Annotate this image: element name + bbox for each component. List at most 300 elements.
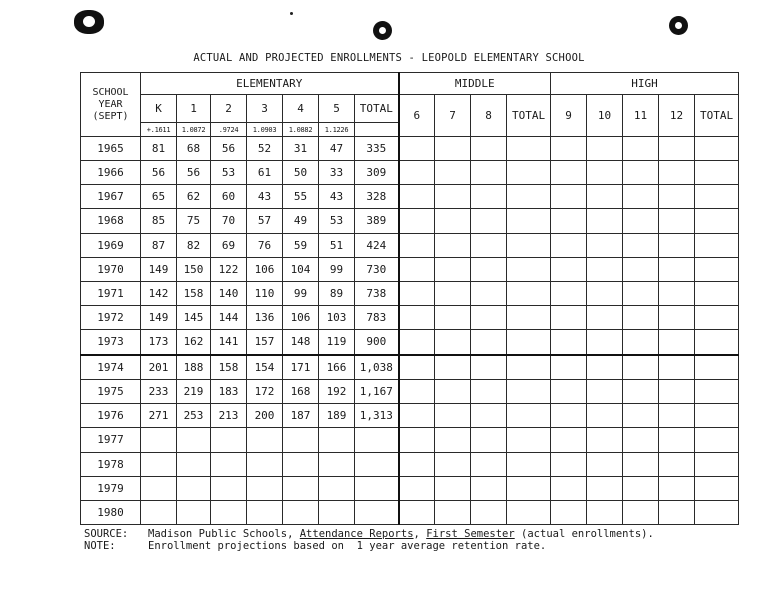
empty-cell [623,330,659,355]
empty-cell [587,500,623,524]
empty-cell [623,355,659,380]
empty-cell [551,185,587,209]
empty-cell [623,476,659,500]
empty-cell [587,330,623,355]
grade-cell: 187 [283,404,319,428]
empty-cell [623,137,659,161]
empty-cell [659,330,695,355]
grade-cell [177,476,211,500]
enrollment-table [80,72,739,525]
grade-cell: 144 [211,305,247,329]
empty-cell [623,404,659,428]
year-cell: 1977 [81,428,141,452]
empty-cell [399,500,435,524]
grade-cell: 62 [177,185,211,209]
empty-cell [471,161,507,185]
table-row [81,233,739,257]
empty-cell [471,355,507,380]
grade-cell: 56 [177,161,211,185]
grade-3-header: 3 [247,95,283,123]
empty-cell [587,185,623,209]
punch-hole-left [74,10,104,34]
empty-cell [507,161,551,185]
table-row [81,355,739,380]
empty-cell [623,380,659,404]
empty-cell [659,452,695,476]
year-cell: 1968 [81,209,141,233]
empty-cell [623,428,659,452]
empty-cell [587,233,623,257]
empty-cell [659,185,695,209]
empty-cell [587,257,623,281]
grade-cell: 189 [319,404,355,428]
middle-header: MIDDLE [399,73,551,95]
grade-cell: 53 [319,209,355,233]
grade-cell [283,428,319,452]
empty-cell [471,305,507,329]
empty-cell [659,404,695,428]
table-row [81,380,739,404]
grade-cell [319,452,355,476]
empty-cell [587,476,623,500]
grade-11-header: 11 [623,95,659,137]
empty-cell [695,209,739,233]
grade-cell: 162 [177,330,211,355]
empty-cell [551,428,587,452]
table-body [81,137,739,525]
empty-cell [471,380,507,404]
first-semester-text: First Semester [426,528,515,540]
year-cell: 1980 [81,500,141,524]
grade-cell: 68 [177,137,211,161]
grade-cell [319,476,355,500]
empty-cell [695,281,739,305]
empty-cell [659,281,695,305]
grade-cell: 213 [211,404,247,428]
empty-cell [623,281,659,305]
elementary-total-cell: 1,038 [355,355,399,380]
empty-cell [399,185,435,209]
empty-cell [471,185,507,209]
empty-cell [659,257,695,281]
grade-cell: 168 [283,380,319,404]
grade-cell: 158 [177,281,211,305]
grade-4-header: 4 [283,95,319,123]
grade-cell: 219 [177,380,211,404]
grade-cell: 122 [211,257,247,281]
grade-cell: 56 [211,137,247,161]
grade-cell: 61 [247,161,283,185]
empty-cell [471,404,507,428]
empty-cell [507,500,551,524]
empty-cell [399,281,435,305]
table-row [81,452,739,476]
empty-cell [507,233,551,257]
grade-cell [283,476,319,500]
grade-cell: 172 [247,380,283,404]
grade-cell: 148 [283,330,319,355]
empty-cell [399,452,435,476]
note-line [84,540,654,552]
empty-cell [399,380,435,404]
empty-cell [435,380,471,404]
grade-cell: 149 [141,305,177,329]
elementary-total-cell [355,452,399,476]
empty-cell [659,476,695,500]
grade-cell: 52 [247,137,283,161]
empty-cell [659,380,695,404]
empty-cell [507,281,551,305]
empty-cell [623,452,659,476]
elementary-total-cell: 389 [355,209,399,233]
empty-cell [471,500,507,524]
punch-hole-right [669,16,688,35]
empty-cell [507,428,551,452]
empty-cell [587,404,623,428]
grade-cell: 33 [319,161,355,185]
empty-cell [551,233,587,257]
empty-cell [551,161,587,185]
factor-3: 1.0903 [247,123,283,137]
grade-cell: 145 [177,305,211,329]
empty-cell [695,452,739,476]
grade-9-header: 9 [551,95,587,137]
empty-cell [695,476,739,500]
grade-cell: 140 [211,281,247,305]
empty-cell [695,330,739,355]
empty-cell [435,452,471,476]
elementary-total-cell: 783 [355,305,399,329]
factor-2: .9724 [211,123,247,137]
grade-cell [247,452,283,476]
empty-cell [507,330,551,355]
empty-cell [695,257,739,281]
page-title: ACTUAL AND PROJECTED ENROLLMENTS - LEOPOLD ELEMENTARY SCHOOL [193,52,585,64]
source-label: SOURCE: [84,528,129,540]
empty-cell [471,209,507,233]
year-cell: 1970 [81,257,141,281]
grade-cell: 141 [211,330,247,355]
grade-cell: 142 [141,281,177,305]
grade-2-header: 2 [211,95,247,123]
grade-cell: 59 [283,233,319,257]
note-label: NOTE: [84,540,116,552]
empty-cell [399,330,435,355]
empty-cell [435,233,471,257]
elementary-total-cell [355,476,399,500]
grade-cell: 166 [319,355,355,380]
grade-cell: 136 [247,305,283,329]
empty-cell [587,380,623,404]
grade-cell: 43 [247,185,283,209]
grade-cell: 49 [283,209,319,233]
empty-cell [507,257,551,281]
empty-cell [551,355,587,380]
note-text: Enrollment projections based on 1 year average retention rate. [148,540,547,552]
grade-cell: 158 [211,355,247,380]
empty-cell [399,257,435,281]
grade-cell: 201 [141,355,177,380]
grade-k-header: K [141,95,177,123]
empty-cell [551,500,587,524]
empty-cell [695,355,739,380]
table-row [81,305,739,329]
grade-cell: 183 [211,380,247,404]
empty-cell [659,305,695,329]
grade-cell [141,476,177,500]
grade-cell: 233 [141,380,177,404]
empty-cell [399,305,435,329]
table-row [81,428,739,452]
empty-cell [623,185,659,209]
empty-cell [435,161,471,185]
grade-cell [247,476,283,500]
empty-cell [507,380,551,404]
elementary-total-cell: 424 [355,233,399,257]
empty-cell [399,161,435,185]
grade-cell: 119 [319,330,355,355]
empty-cell [587,355,623,380]
source-line [84,528,654,540]
empty-cell [435,404,471,428]
empty-cell [551,305,587,329]
empty-cell [399,404,435,428]
actual-enrollments-text: (actual enrollments). [521,528,654,540]
empty-cell [659,428,695,452]
grade-cell: 106 [283,305,319,329]
empty-cell [435,209,471,233]
empty-cell [435,281,471,305]
empty-cell [623,209,659,233]
empty-cell [695,380,739,404]
grade-cell: 47 [319,137,355,161]
footer-notes [84,528,654,552]
grade-cell: 50 [283,161,319,185]
empty-cell [471,137,507,161]
grade-10-header: 10 [587,95,623,137]
grade-cell [141,428,177,452]
grade-cell: 106 [247,257,283,281]
grade-cell: 99 [319,257,355,281]
grade-cell: 82 [177,233,211,257]
empty-cell [587,305,623,329]
year-cell: 1976 [81,404,141,428]
grade-cell: 57 [247,209,283,233]
grade-cell [211,500,247,524]
table-row [81,500,739,524]
empty-cell [587,209,623,233]
grade-cell: 31 [283,137,319,161]
empty-cell [551,257,587,281]
empty-cell [399,355,435,380]
empty-cell [551,209,587,233]
empty-cell [659,233,695,257]
year-cell: 1979 [81,476,141,500]
grade-cell [319,428,355,452]
empty-cell [695,500,739,524]
high-total-header: TOTAL [695,95,739,137]
year-cell: 1974 [81,355,141,380]
grade-1-header: 1 [177,95,211,123]
empty-cell [659,355,695,380]
grade-cell [283,452,319,476]
empty-cell [659,137,695,161]
empty-cell [507,452,551,476]
year-cell: 1971 [81,281,141,305]
grade-cell [211,452,247,476]
grade-cell: 173 [141,330,177,355]
grade-cell: 154 [247,355,283,380]
grade-cell: 60 [211,185,247,209]
grade-cell: 110 [247,281,283,305]
grade-cell: 85 [141,209,177,233]
empty-cell [695,185,739,209]
empty-cell [623,161,659,185]
grade-cell: 89 [319,281,355,305]
grade-8-header: 8 [471,95,507,137]
empty-cell [435,355,471,380]
empty-cell [435,476,471,500]
empty-cell [695,305,739,329]
grade-cell: 171 [283,355,319,380]
empty-cell [623,500,659,524]
table-row [81,161,739,185]
scan-speck [290,12,293,15]
table-header [81,73,739,137]
empty-cell [507,185,551,209]
empty-cell [399,476,435,500]
grade-cell [177,428,211,452]
empty-cell [471,330,507,355]
elementary-total-cell: 309 [355,161,399,185]
empty-cell [695,233,739,257]
empty-cell [507,404,551,428]
table-row [81,185,739,209]
year-cell: 1973 [81,330,141,355]
empty-cell [399,209,435,233]
grade-7-header: 7 [435,95,471,137]
middle-total-header: TOTAL [507,95,551,137]
grade-cell: 253 [177,404,211,428]
table-row [81,257,739,281]
attendance-reports-text: Attendance Reports [299,528,414,540]
grade-cell: 99 [283,281,319,305]
grade-cell [177,452,211,476]
empty-cell [623,305,659,329]
empty-cell [507,209,551,233]
table-row [81,330,739,355]
year-cell: 1972 [81,305,141,329]
elementary-total-cell: 730 [355,257,399,281]
grade-cell: 103 [319,305,355,329]
elementary-total-cell: 738 [355,281,399,305]
table-row [81,281,739,305]
empty-cell [435,257,471,281]
empty-cell [623,233,659,257]
grade-cell [247,428,283,452]
empty-cell [399,428,435,452]
empty-cell [435,137,471,161]
grade-cell: 53 [211,161,247,185]
grade-cell: 81 [141,137,177,161]
empty-cell [471,428,507,452]
empty-cell [399,137,435,161]
empty-cell [587,161,623,185]
year-cell: 1966 [81,161,141,185]
factor-1: 1.0872 [177,123,211,137]
year-cell: 1965 [81,137,141,161]
grade-cell [177,500,211,524]
grade-cell: 55 [283,185,319,209]
empty-cell [399,233,435,257]
empty-cell [471,281,507,305]
grade-cell [283,500,319,524]
empty-cell [551,380,587,404]
grade-cell [319,500,355,524]
elementary-total-cell [355,428,399,452]
empty-cell [507,137,551,161]
school-year-header: SCHOOL YEAR (SEPT) [81,73,141,137]
empty-cell [695,137,739,161]
grade-cell: 70 [211,209,247,233]
grade-6-header: 6 [399,95,435,137]
grade-cell: 188 [177,355,211,380]
grade-cell: 87 [141,233,177,257]
empty-cell [587,137,623,161]
table-row [81,404,739,428]
grade-cell: 271 [141,404,177,428]
year-cell: 1967 [81,185,141,209]
empty-cell [471,476,507,500]
empty-cell [507,355,551,380]
elementary-total-cell: 1,167 [355,380,399,404]
empty-cell [551,330,587,355]
grade-cell: 69 [211,233,247,257]
grade-cell: 76 [247,233,283,257]
empty-cell [471,257,507,281]
empty-cell [659,209,695,233]
empty-cell [551,137,587,161]
factor-4: 1.0882 [283,123,319,137]
grade-cell: 150 [177,257,211,281]
grade-cell: 192 [319,380,355,404]
table-row [81,476,739,500]
grade-cell: 200 [247,404,283,428]
grade-cell [141,500,177,524]
year-cell: 1969 [81,233,141,257]
high-header: HIGH [551,73,739,95]
grade-5-header: 5 [319,95,355,123]
elementary-header: ELEMENTARY [141,73,399,95]
empty-cell [551,452,587,476]
table-row [81,137,739,161]
empty-cell [695,404,739,428]
grade-cell: 157 [247,330,283,355]
empty-cell [551,404,587,428]
empty-cell [587,452,623,476]
table-row [81,209,739,233]
year-cell: 1975 [81,380,141,404]
empty-cell [587,281,623,305]
elementary-total-cell: 335 [355,137,399,161]
grade-cell: 149 [141,257,177,281]
source-comma: , [413,528,420,540]
factor-total-blank [355,123,399,137]
factor-5: 1.1226 [319,123,355,137]
grade-cell: 104 [283,257,319,281]
empty-cell [659,500,695,524]
source-text: Madison Public Schools, [148,528,294,540]
